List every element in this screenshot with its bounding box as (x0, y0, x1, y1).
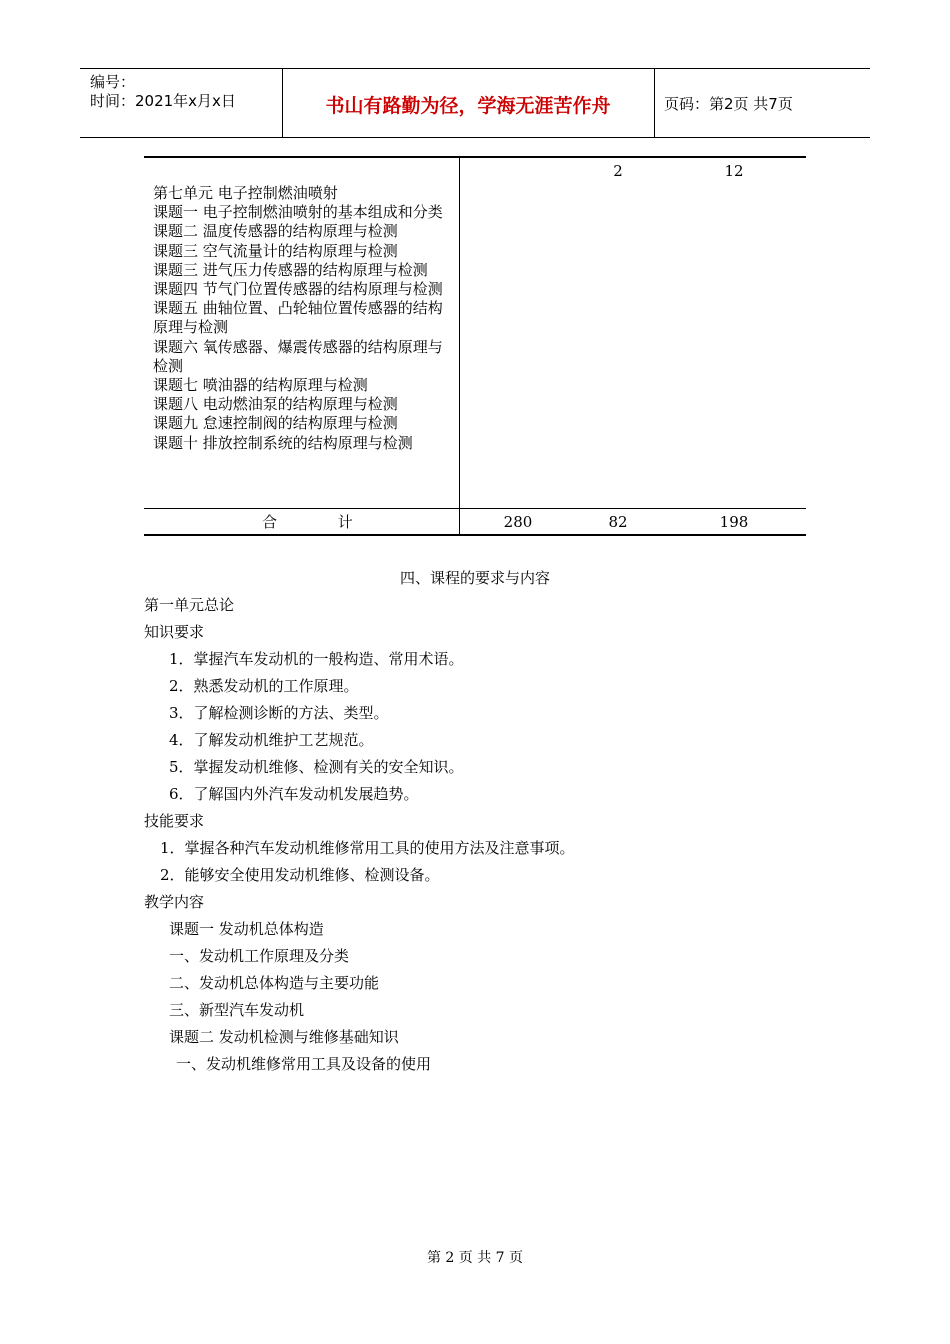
list-item: 5．掌握发动机维修、检测有关的安全知识。 (169, 758, 464, 776)
list-item: 第七单元 电子控制燃油喷射 (153, 184, 338, 202)
list-item: 课题三 空气流量计的结构原理与检测 (153, 241, 398, 260)
total-label-part: 合 (262, 513, 278, 531)
page-footer: 第 2 页 共 7 页 (426, 1250, 524, 1266)
list-item: 二、发动机总体构造与主要功能 (169, 974, 380, 992)
list-item: 课题五 曲轴位置、凸轮轴位置传感器的结构原理与检测 (153, 299, 443, 337)
unit-title: 第一单元总论 (144, 596, 235, 614)
table-bottom-border (144, 534, 806, 536)
list-item: 6．了解国内外汽车发动机发展趋势。 (169, 785, 419, 803)
list-item: 课题七 喷油器的结构原理与检测 (153, 376, 368, 395)
list-item: 课题一 电子控制燃油喷射的基本组成和分类 (153, 203, 443, 222)
list-item: 课题十 排放控制系统的结构原理与检测 (153, 433, 413, 452)
table-cell: 2 (613, 162, 623, 180)
teaching-heading: 教学内容 (144, 893, 205, 911)
list-item: 课题六 氧传感器、爆震传感器的结构原理与检测 (153, 337, 443, 375)
total-cell: 82 (608, 513, 628, 531)
header-motto: 书山有路勤为径，学海无涯苦作舟 (325, 95, 611, 117)
header-page-number: 页码：第2页 共7页 (664, 95, 793, 113)
section-title: 四、课程的要求与内容 (399, 569, 550, 587)
date-label: 时间：2021年x月x日 (90, 92, 236, 110)
list-item: 课题一 发动机总体构造 (169, 920, 324, 938)
total-label (262, 511, 353, 532)
list-item: 4．了解发动机维护工艺规范。 (169, 731, 374, 749)
header-meta (90, 73, 236, 111)
table-cell: 12 (724, 162, 744, 180)
table-top-border (144, 156, 806, 158)
list-item: 课题二 温度传感器的结构原理与检测 (153, 222, 398, 241)
unit-topic-list (153, 184, 453, 453)
list-item: 课题二 发动机检测与维修基础知识 (169, 1028, 399, 1046)
list-item: 1．掌握汽车发动机的一般构造、常用术语。 (169, 650, 464, 668)
header-divider (654, 69, 655, 137)
list-item: 课题三 进气压力传感器的结构原理与检测 (153, 260, 428, 279)
total-cell: 198 (719, 513, 749, 531)
list-item: 课题四 节气门位置传感器的结构原理与检测 (153, 280, 443, 299)
table-column-divider (459, 156, 460, 536)
skill-heading: 技能要求 (144, 812, 205, 830)
list-item: 1．掌握各种汽车发动机维修常用工具的使用方法及注意事项。 (160, 839, 575, 857)
list-item: 一、发动机维修常用工具及设备的使用 (176, 1055, 432, 1073)
list-item: 一、发动机工作原理及分类 (169, 947, 350, 965)
list-item: 课题八 电动燃油泵的结构原理与检测 (153, 395, 398, 414)
list-item: 三、新型汽车发动机 (169, 1001, 305, 1019)
list-item: 3．了解检测诊断的方法、类型。 (169, 704, 389, 722)
total-label-part: 计 (337, 513, 353, 531)
page-header (80, 68, 870, 138)
table-total-divider (144, 508, 806, 509)
list-item: 2．熟悉发动机的工作原理。 (169, 677, 359, 695)
knowledge-heading: 知识要求 (144, 623, 205, 641)
number-label: 编号： (90, 73, 136, 91)
total-cell: 280 (503, 513, 533, 531)
list-item: 2．能够安全使用发动机维修、检测设备。 (160, 866, 440, 884)
course-hours-table (144, 156, 806, 536)
list-item: 课题九 怠速控制阀的结构原理与检测 (153, 414, 398, 433)
